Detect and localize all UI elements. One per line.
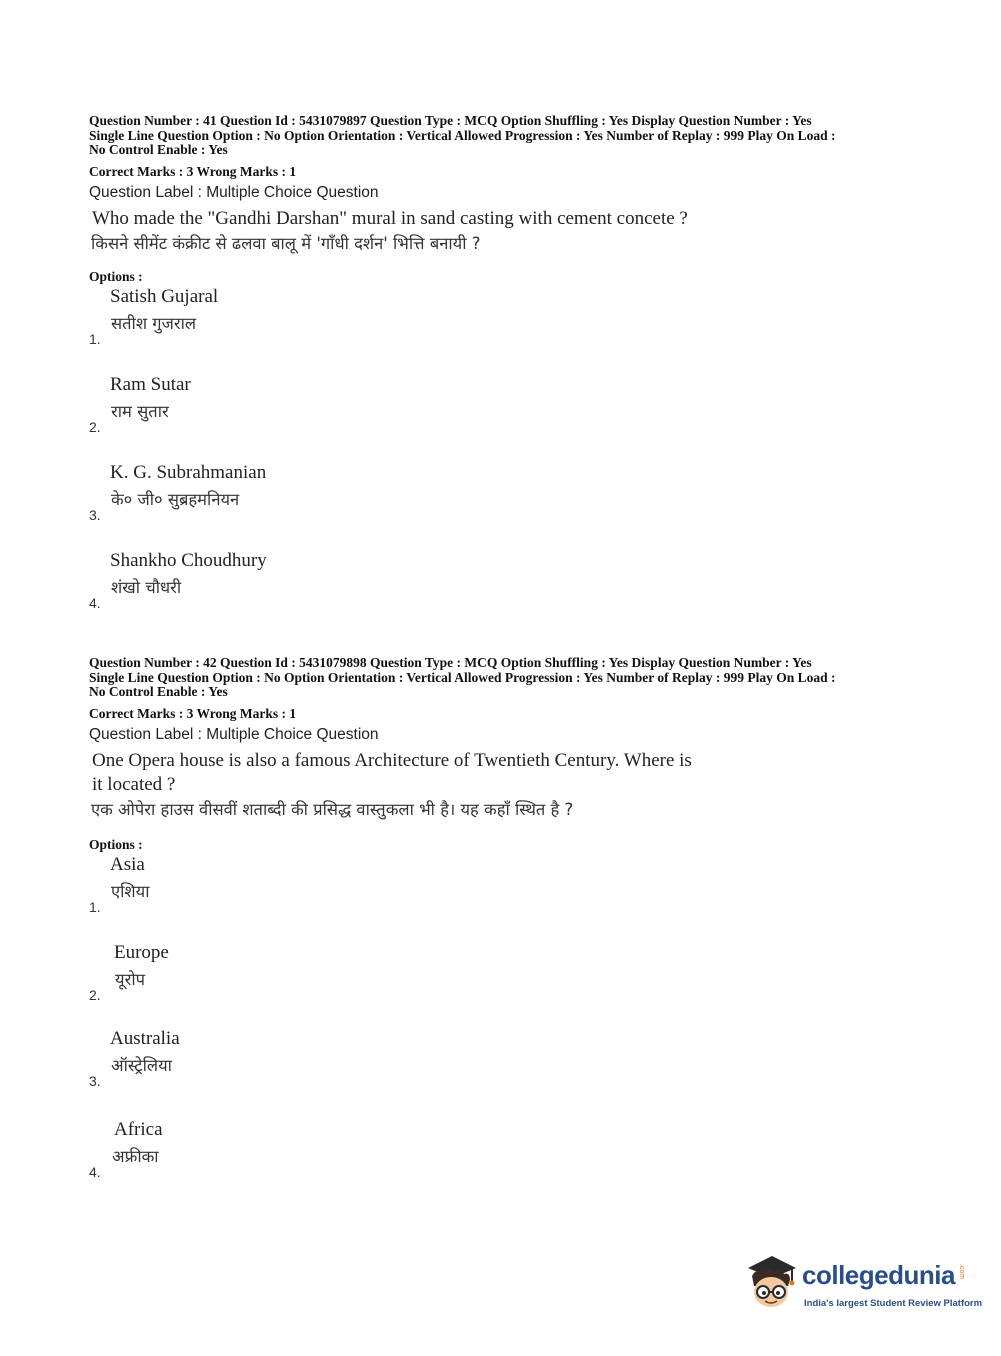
- logo-wordmark: collegedunia: [802, 1260, 955, 1290]
- option-4[interactable]: [89, 549, 919, 637]
- question-meta: [89, 656, 919, 700]
- collegedunia-logo[interactable]: [742, 1250, 983, 1316]
- question-text-hindi: किसने सीमेंट कंक्रीट से ढलवा बालू में 'गाँधी दर्शन' भित्ति बनायी ?: [91, 233, 481, 253]
- question-block-42: [89, 656, 919, 1206]
- meta-line-1: Question Number : 42 Question Id : 5431079898 Question Type : MCQ Option Shuffling : Yes Display Question Number : Yes: [89, 655, 812, 670]
- option-number: 2.: [89, 418, 101, 435]
- option-text-hindi: राम सुतार: [111, 401, 169, 421]
- logo-tagline: India's largest Student Review Platform: [804, 1298, 983, 1309]
- question-block-41: [89, 114, 919, 637]
- meta-line-3: No Control Enable : Yes: [89, 142, 228, 157]
- question-text-english: Who made the "Gandhi Darshan" mural in sand casting with cement concete ?: [92, 207, 688, 229]
- option-number: 1.: [89, 330, 101, 347]
- meta-line-2: Single Line Question Option : No Option Orientation : Vertical Allowed Progression : Yes Number of Replay : 999 Play On Load :: [89, 669, 836, 685]
- options-list: [89, 853, 919, 1206]
- option-2[interactable]: [89, 373, 919, 461]
- option-1[interactable]: [89, 285, 919, 373]
- options-list: [89, 285, 919, 637]
- option-text-hindi: ऑस्ट्रेलिया: [111, 1055, 172, 1075]
- option-number: 1.: [89, 898, 101, 915]
- option-text-english: Satish Gujaral: [110, 285, 219, 307]
- question-text-english-line-1: One Opera house is also a famous Architecture of Twentieth Century. Where is: [92, 749, 692, 771]
- option-text-english: Europe: [114, 941, 169, 963]
- option-text-english: Shankho Choudhury: [110, 549, 267, 571]
- question-label: Question Label : Multiple Choice Question: [89, 725, 379, 743]
- graduate-mascot-icon: [742, 1250, 802, 1316]
- option-3[interactable]: [89, 461, 919, 549]
- option-text-english: Africa: [114, 1118, 163, 1140]
- options-label: Options :: [89, 268, 143, 284]
- option-text-english: Australia: [110, 1027, 180, 1049]
- option-1[interactable]: [89, 853, 919, 941]
- option-text-hindi: के० जी० सुब्रहमनियन: [111, 489, 240, 509]
- meta-line-3: No Control Enable : Yes: [89, 684, 228, 699]
- meta-line-2: Single Line Question Option : No Option Orientation : Vertical Allowed Progression : Yes Number of Replay : 999 Play On Load :: [89, 127, 836, 143]
- option-number: 3.: [89, 1072, 101, 1089]
- option-text-hindi: शंखो चौधरी: [111, 577, 182, 597]
- option-number: 2.: [89, 986, 101, 1003]
- option-text-english: K. G. Subrahmanian: [110, 461, 267, 483]
- option-number: 4.: [89, 1163, 101, 1180]
- option-number: 4.: [89, 594, 101, 611]
- option-text-hindi: अफ्रीका: [112, 1146, 159, 1166]
- option-text-english: Ram Sutar: [110, 373, 191, 395]
- question-label: Question Label : Multiple Choice Question: [89, 183, 379, 201]
- option-text-hindi: एशिया: [111, 881, 150, 901]
- option-text-hindi: यूरोप: [115, 969, 145, 989]
- option-text-hindi: सतीश गुजराल: [111, 313, 197, 333]
- marks-line: Correct Marks : 3 Wrong Marks : 1: [89, 705, 297, 721]
- marks-line: Correct Marks : 3 Wrong Marks : 1: [89, 163, 297, 179]
- option-text-english: Asia: [110, 853, 145, 875]
- option-number: 3.: [89, 506, 101, 523]
- question-meta: [89, 114, 919, 158]
- option-3[interactable]: [89, 1027, 919, 1118]
- question-text-english-line-2: it located ?: [92, 773, 176, 795]
- meta-line-1: Question Number : 41 Question Id : 5431079897 Question Type : MCQ Option Shuffling : Yes Display Question Number : Yes: [89, 113, 812, 128]
- options-label: Options :: [89, 836, 143, 852]
- option-2[interactable]: [89, 941, 919, 1027]
- logo-domain: .com: [958, 1264, 965, 1280]
- option-4[interactable]: [89, 1118, 919, 1206]
- question-text-hindi: एक ओपेरा हाउस वीसवीं शताब्दी की प्रसिद्ध वास्तुकला भी है। यह कहाँ स्थित है ?: [91, 799, 574, 819]
